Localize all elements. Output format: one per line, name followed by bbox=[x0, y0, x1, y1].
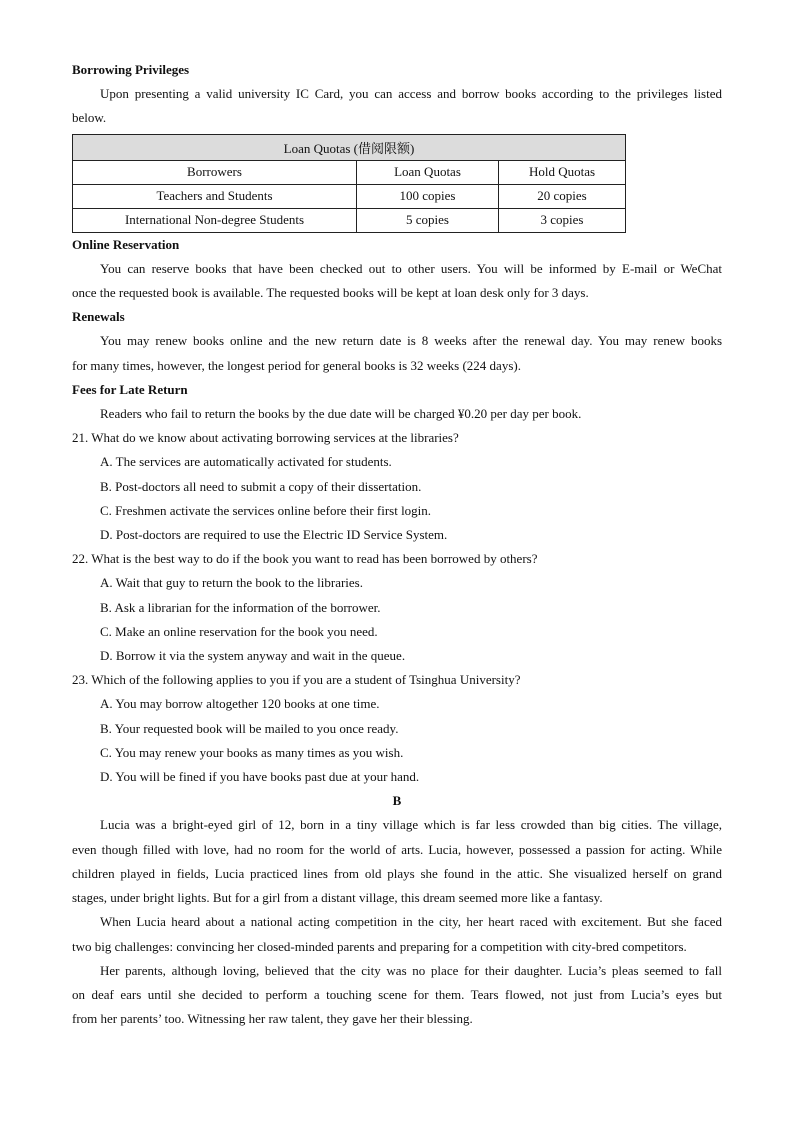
question-stem: 22. What is the best way to do if the book you want to read has been borrowed by others? bbox=[72, 551, 538, 567]
renewals-line-1: You may renew books online and the new return date is 8 weeks after the renewal day. You may renew books bbox=[100, 333, 722, 349]
late-fees-line-1: Readers who fail to return the books by the due date will be charged ¥0.20 per day per book. bbox=[100, 406, 582, 422]
table-caption-row bbox=[73, 134, 626, 160]
table-caption: Loan Quotas (借阅限额) bbox=[73, 134, 626, 160]
paragraph-line: stages, under bright lights. But for a girl from a distant village, this dream seemed more like a fantasy. bbox=[72, 890, 603, 906]
option-b: B. Ask a librarian for the information of the borrower. bbox=[100, 599, 381, 615]
option-b: B. Your requested book will be mailed to you once ready. bbox=[100, 720, 399, 736]
question-21 bbox=[72, 426, 722, 547]
header-borrowers: Borrowers bbox=[73, 160, 357, 184]
borrowing-intro-line-2: below. bbox=[72, 110, 107, 126]
paragraph-line: on deaf ears until she decided to perform a touching scene for them. Tears flowed, not just from Lucia’s eyes but bbox=[72, 986, 722, 1002]
borrowing-intro-line-1: Upon presenting a valid university IC Card, you can access and borrow books according to the privileges listed bbox=[100, 86, 722, 102]
table-cell: Teachers and Students bbox=[73, 184, 357, 208]
reservation-line-2: once the requested book is available. The requested books will be kept at loan desk only for 3 days. bbox=[72, 285, 589, 301]
paragraph-line: even though filled with love, had no room for the world of arts. Lucia, however, possessed a passion for acting. While bbox=[72, 841, 722, 857]
passage-b-paragraph-2 bbox=[72, 910, 722, 958]
option-d: D. Post-doctors are required to use the Electric ID Service System. bbox=[100, 527, 448, 543]
renewals-line-2: for many times, however, the longest period for general books is 32 weeks (224 days). bbox=[72, 357, 521, 373]
document-page bbox=[72, 58, 722, 1031]
option-d: D. Borrow it via the system anyway and wait in the queue. bbox=[100, 648, 406, 664]
table-row bbox=[73, 208, 626, 232]
option-d: D. You will be fined if you have books past due at your hand. bbox=[100, 769, 420, 785]
option-c: C. Freshmen activate the services online before their first login. bbox=[100, 502, 432, 518]
passage-b-paragraph-1 bbox=[72, 813, 722, 910]
table-header-row bbox=[73, 160, 626, 184]
table-cell: 20 copies bbox=[499, 184, 626, 208]
section-heading-late-fees: Fees for Late Return bbox=[72, 381, 188, 397]
option-a: A. Wait that guy to return the book to the libraries. bbox=[100, 575, 363, 591]
loan-quotas-table bbox=[72, 134, 626, 233]
paragraph-line: Lucia was a bright-eyed girl of 12, born in a tiny village which is far less crowded than big cities. The village, bbox=[100, 817, 722, 833]
option-a: A. The services are automatically activated for students. bbox=[100, 454, 392, 470]
question-23 bbox=[72, 668, 722, 789]
table-cell: 100 copies bbox=[357, 184, 499, 208]
paragraph-line: Her parents, although loving, believed that the city was no place for their daughter. Lucia’s pleas seemed to fall bbox=[100, 962, 722, 978]
section-heading-borrowing: Borrowing Privileges bbox=[72, 62, 190, 77]
section-heading-online-reservation: Online Reservation bbox=[72, 236, 180, 252]
question-stem: 21. What do we know about activating borrowing services at the libraries? bbox=[72, 430, 459, 446]
table-row bbox=[73, 184, 626, 208]
option-c: C. You may renew your books as many times as you wish. bbox=[100, 744, 404, 760]
section-heading-renewals: Renewals bbox=[72, 309, 125, 325]
option-c: C. Make an online reservation for the book you need. bbox=[100, 623, 378, 639]
header-hold-quotas: Hold Quotas bbox=[499, 160, 626, 184]
passage-b-paragraph-3 bbox=[72, 959, 722, 1032]
paragraph-line: two big challenges: convincing her closed-minded parents and preparing for a competition with city-bred competitors. bbox=[72, 938, 687, 954]
paragraph-line: from her parents’ too. Witnessing her raw talent, they gave her their blessing. bbox=[72, 1011, 473, 1027]
option-b: B. Post-doctors all need to submit a copy of their dissertation. bbox=[100, 478, 422, 494]
paragraph-line: children played in fields, Lucia practiced lines from old plays she found in the attic. She visualized herself on grand bbox=[72, 865, 722, 881]
passage-b-label: B bbox=[392, 793, 402, 809]
table-cell: International Non-degree Students bbox=[73, 208, 357, 232]
question-stem: 23. Which of the following applies to you if you are a student of Tsinghua University? bbox=[72, 672, 521, 688]
table-cell: 3 copies bbox=[499, 208, 626, 232]
reservation-line-1: You can reserve books that have been checked out to other users. You will be informed by E-mail or WeChat bbox=[100, 260, 722, 276]
table-cell: 5 copies bbox=[357, 208, 499, 232]
header-loan-quotas: Loan Quotas bbox=[357, 160, 499, 184]
paragraph-line: When Lucia heard about a national acting competition in the city, her heart raced with excitement. But she faced bbox=[100, 914, 722, 930]
question-22 bbox=[72, 547, 722, 668]
option-a: A. You may borrow altogether 120 books at one time. bbox=[100, 696, 380, 712]
